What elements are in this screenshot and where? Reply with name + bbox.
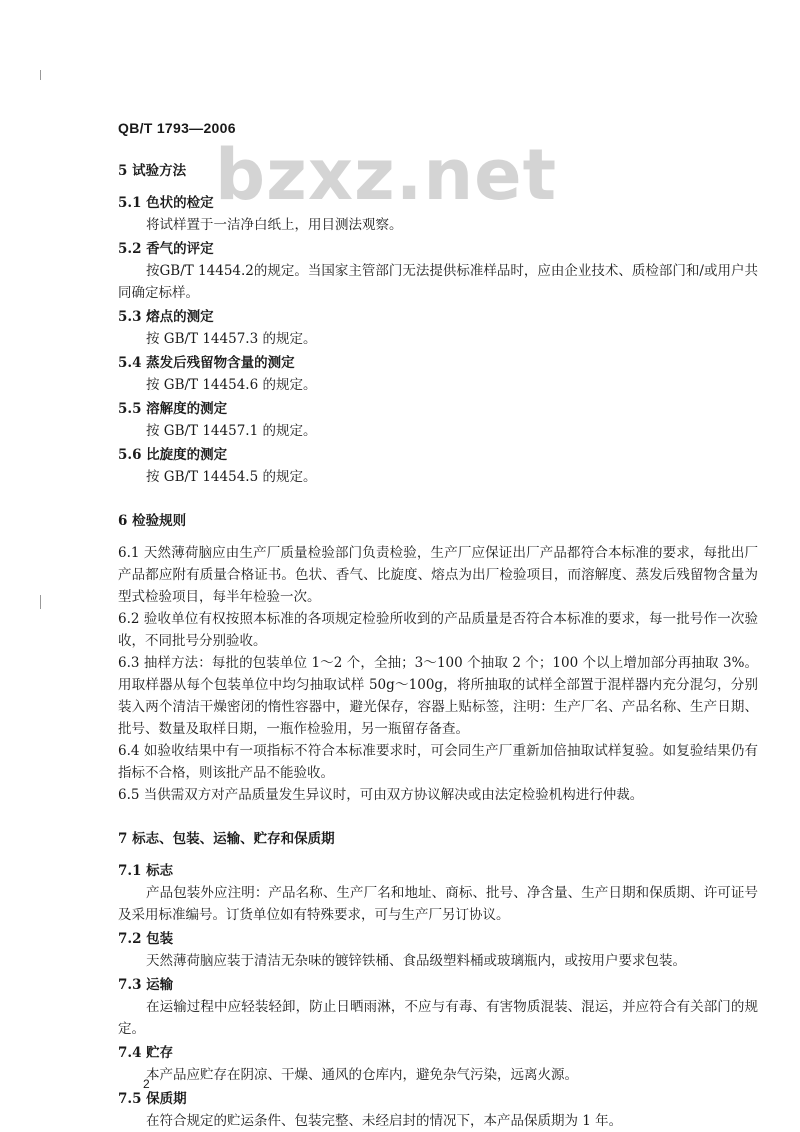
scan-margin-mark xyxy=(40,70,41,80)
section-5-1-body: 将试样置于一洁净白纸上，用目测法观察。 xyxy=(146,217,403,233)
section-6-5-body: 6.5 当供需双方对产品质量发生异议时，可由双方协议解决或由法定检验机构进行仲裁。 xyxy=(118,787,644,803)
section-7-5-body: 在符合规定的贮运条件、包装完整、未经启封的情况下，本产品保质期为 1 年。 xyxy=(146,1113,623,1129)
section-6-3-body: 6.3 抽样方法：每批的包装单位 1～2 个，全抽；3～100 个抽取 2 个；100 个以上增加部分再抽取 3%。用取样器从每个包装单位中均匀抽取试样 50g～100g，将所抽取的试样全部置于混样器内充分混匀，分别装入两个清洁干燥密闭的惰性容器中，避光保存，容器上贴标签，注明：生产厂名、产品名称、生产日期、批号、数量及取样日期，一瓶作检验用，另一瓶留存备查。 xyxy=(118,655,758,737)
section-5-5-body: 按 GB/T 14457.1 的规定。 xyxy=(146,423,317,439)
page-number: 2 xyxy=(143,1077,150,1091)
section-6-2-body: 6.2 验收单位有权按照本标准的各项规定检验所收到的产品质量是否符合本标准的要求，每一批号作一次验收，不同批号分别验收。 xyxy=(118,611,758,649)
section-7-3-body: 在运输过程中应轻装轻卸，防止日晒雨淋，不应与有毒、有害物质混装、混运，并应符合有关部门的规定。 xyxy=(118,999,758,1037)
section-7-4-title: 7.4 贮存 xyxy=(118,1045,174,1061)
section-5-3-title: 5.3 熔点的测定 xyxy=(118,309,214,325)
section-7-4-body: 本产品应贮存在阴凉、干燥、通风的仓库内，避免杂气污染，远离火源。 xyxy=(146,1067,578,1083)
document-code: QB/T 1793—2006 xyxy=(118,120,236,136)
section-7-2-title: 7.2 包装 xyxy=(118,931,174,947)
section-6-4-body: 6.4 如验收结果中有一项指标不符合本标准要求时，可会同生产厂重新加倍抽取试样复验。如复验结果仍有指标不合格，则该批产品不能验收。 xyxy=(118,743,758,781)
scan-margin-mark xyxy=(40,595,41,609)
section-7-5-title: 7.5 保质期 xyxy=(118,1091,187,1107)
section-5-4-body: 按 GB/T 14454.6 的规定。 xyxy=(146,377,317,393)
section-7-1-title: 7.1 标志 xyxy=(118,863,174,879)
section-5-3-body: 按 GB/T 14457.3 的规定。 xyxy=(146,331,317,347)
section-5-5-title: 5.5 溶解度的测定 xyxy=(118,401,228,417)
section-5-title: 5 试验方法 xyxy=(118,163,187,179)
section-6-1-body: 6.1 天然薄荷脑应由生产厂质量检验部门负责检验，生产厂应保证出厂产品都符合本标准的要求，每批出厂产品都应附有质量合格证书。色状、香气、比旋度、熔点为出厂检验项目，而溶解度、蒸发后残留物含量为型式检验项目，每半年检验一次。 xyxy=(118,545,758,605)
section-5-6-body: 按 GB/T 14454.5 的规定。 xyxy=(146,469,317,485)
section-7-3-title: 7.3 运输 xyxy=(118,977,174,993)
section-5-6-title: 5.6 比旋度的测定 xyxy=(118,447,228,463)
section-6-title: 6 检验规则 xyxy=(118,513,187,529)
section-7-2-body: 天然薄荷脑应装于清洁无杂味的镀锌铁桶、食品级塑料桶或玻璃瓶内，或按用户要求包装。 xyxy=(146,953,686,969)
document-body xyxy=(118,160,758,1132)
section-7-title: 7 标志、包装、运输、贮存和保质期 xyxy=(118,831,335,847)
watermark: bzxz.net xyxy=(215,134,558,216)
section-5-4-title: 5.4 蒸发后残留物含量的测定 xyxy=(118,355,295,371)
section-7-1-body: 产品包装外应注明：产品名称、生产厂名和地址、商标、批号、净含量、生产日期和保质期、许可证号及采用标准编号。订货单位如有特殊要求，可与生产厂另订协议。 xyxy=(118,885,758,923)
section-5-2-title: 5.2 香气的评定 xyxy=(118,241,214,257)
section-5-2-body: 按GB/T 14454.2的规定。当国家主管部门无法提供标准样品时，应由企业技术、质检部门和/或用户共同确定标样。 xyxy=(118,263,758,301)
section-5-1-title: 5.1 色状的检定 xyxy=(118,195,214,211)
